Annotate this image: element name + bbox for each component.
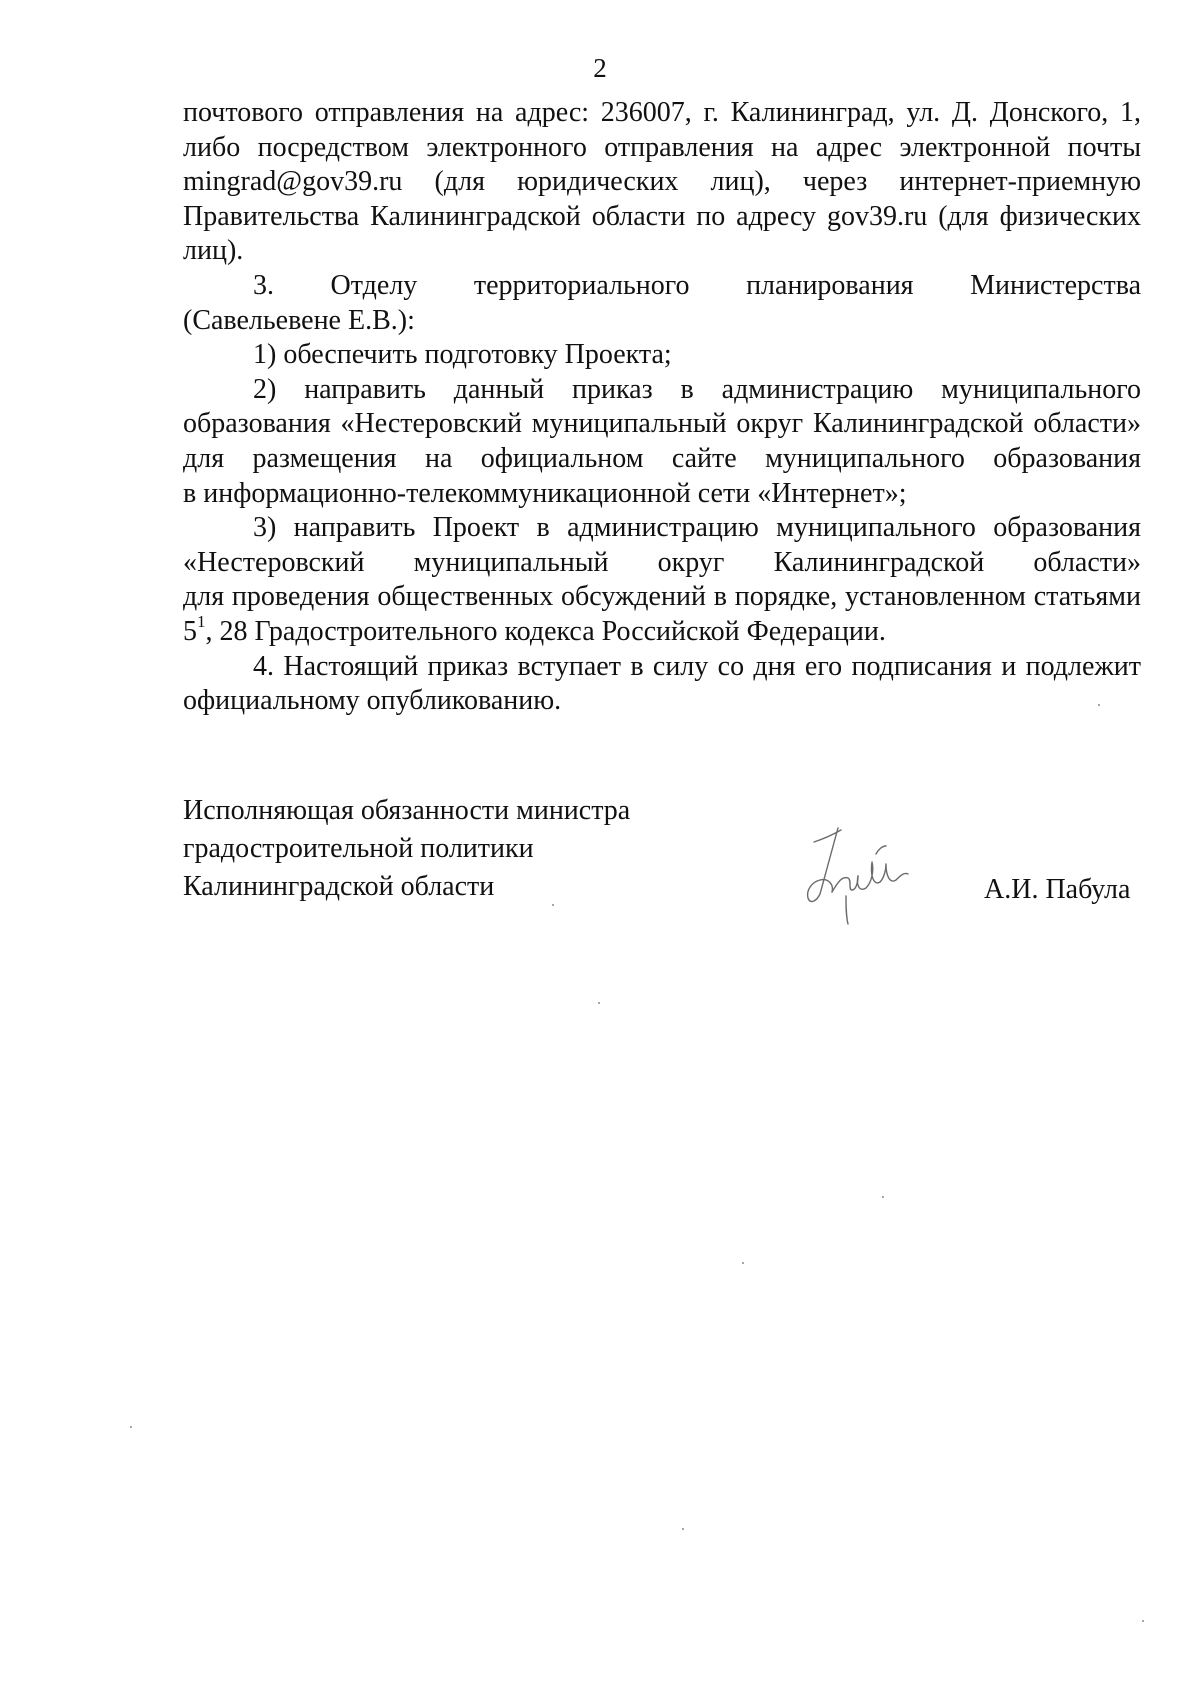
text-line: официальному опубликованию. <box>183 685 562 717</box>
text-line: 3) направить Проект в администрацию муниципального образования <box>253 512 1141 544</box>
text-line: либо посредством электронного отправления на адрес электронной почты <box>183 131 1141 163</box>
text-line: для проведения общественных обсуждений в порядке, установленном статьями <box>183 581 1141 613</box>
scan-speck <box>742 1262 744 1264</box>
email-line: mingrad@gov39.ru (для юридических лиц), через интернет-приемную <box>183 166 1141 198</box>
text-line-tail: , 28 Градостроительного кодекса Российской Федерации. <box>205 615 886 647</box>
text-line: 2) направить данный приказ в администрацию муниципального <box>253 373 1141 405</box>
scan-speck <box>1098 704 1100 706</box>
paragraph-item-3 <box>183 269 1141 338</box>
signatory-name: А.И. Пабула <box>984 874 1131 905</box>
text-line: (Савельевене Е.В.): <box>183 304 415 336</box>
paragraph-item-4 <box>183 650 1141 719</box>
scan-speck <box>598 1002 600 1004</box>
paragraph-item-3-3 <box>183 511 1141 649</box>
text-line: «Нестеровский муниципальный округ Калининградской области» <box>183 546 1141 578</box>
text-line: в информационно-телекоммуникационной сети «Интернет»; <box>183 477 907 509</box>
text-line: почтового отправления на адрес: 236007, г. Калининград, ул. Д. Донского, 1, <box>183 97 1141 128</box>
handwritten-signature <box>786 820 916 930</box>
article-superscript: 1 <box>197 611 206 631</box>
article-number: 5 <box>183 615 197 647</box>
text-line: Правительства Калининградской области по адресу gov39.ru (для физических <box>183 200 1141 232</box>
scan-speck <box>682 1528 684 1530</box>
paragraph-item-3-1 <box>183 338 1141 373</box>
scan-speck <box>1142 1620 1144 1622</box>
signatory-position-line: градостроительной политики <box>183 833 534 864</box>
text-line: для размещения на официальном сайте муниципального образования <box>183 442 1141 474</box>
scan-speck <box>882 1196 884 1198</box>
text-line: лиц). <box>183 235 244 267</box>
text-line: 1) обеспечить подготовку Проекта; <box>253 339 672 371</box>
paragraph-address <box>183 96 1141 269</box>
text-line-with-superscript <box>183 611 1141 650</box>
page-number: 2 <box>593 53 607 83</box>
text-line: образования «Нестеровский муниципальный округ Калининградской области» <box>183 408 1141 440</box>
signatory-position-line: Исполняющая обязанности министра <box>183 795 631 826</box>
signatory-position-line: Калининградской области <box>183 871 495 902</box>
paragraph-item-3-2 <box>183 373 1141 511</box>
text-line: 4. Настоящий приказ вступает в силу со дня его подписания и подлежит <box>253 650 1141 682</box>
scan-speck <box>552 904 554 906</box>
scan-speck <box>130 1426 132 1428</box>
text-line: 3. Отделу территориального планирования Министерства <box>253 269 1141 301</box>
document-body <box>183 96 1141 719</box>
